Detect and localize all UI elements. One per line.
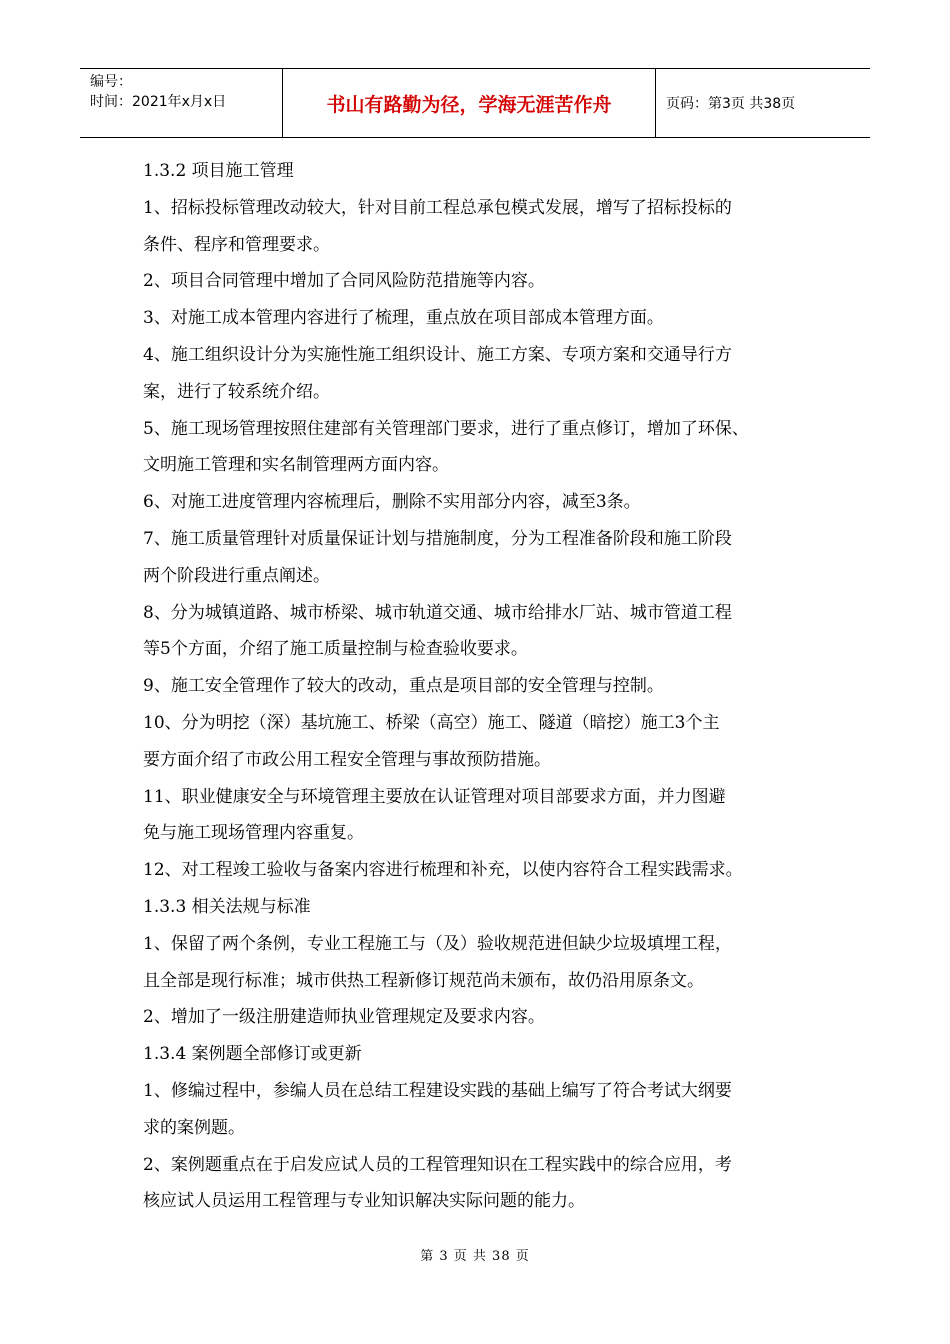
body-line: 6、对施工进度管理内容梳理后，删除不实用部分内容，减至3条。 [143,492,641,513]
body-line: 要方面介绍了市政公用工程安全管理与事故预防措施。 [143,749,551,770]
body-line: 1、招标投标管理改动较大，针对目前工程总承包模式发展，增写了招标投标的 [143,197,732,218]
body-line: 2、项目合同管理中增加了合同风险防范措施等内容。 [143,271,545,292]
body-line: 5、施工现场管理按照住建部有关管理部门要求，进行了重点修订，增加了环保、 [143,418,749,439]
body-line: 1.3.2 项目施工管理 [143,161,294,181]
page-footer: 第 3 页 共 38 页 [420,1249,530,1264]
body-line: 1.3.4 案例题全部修订或更新 [143,1044,362,1065]
body-line: 求的案例题。 [143,1117,245,1138]
document-body [143,153,813,1220]
body-line: 11、职业健康安全与环境管理主要放在认证管理对项目部要求方面，并力图避 [143,786,726,807]
body-line: 1.3.3 相关法规与标准 [143,896,311,917]
body-line: 4、施工组织设计分为实施性施工组织设计、施工方案、专项方案和交通导行方 [143,344,732,365]
body-line: 1、修编过程中，参编人员在总结工程建设实践的基础上编写了符合考试大纲要 [143,1080,732,1101]
body-line: 3、对施工成本管理内容进行了梳理，重点放在项目部成本管理方面。 [143,308,664,329]
body-line: 1、保留了两个条例，专业工程施工与（及）验收规范进但缺少垃圾填埋工程， [143,933,732,954]
page-header [80,68,870,138]
body-line: 8、分为城镇道路、城市桥梁、城市轨道交通、城市给排水厂站、城市管道工程 [143,602,732,623]
body-line: 核应试人员运用工程管理与专业知识解决实际问题的能力。 [143,1191,585,1212]
body-line: 免与施工现场管理内容重复。 [143,823,364,844]
body-line: 2、案例题重点在于启发应试人员的工程管理知识在工程实践中的综合应用，考 [143,1154,732,1175]
body-line: 10、分为明挖（深）基坑施工、桥梁（高空）施工、隧道（暗挖）施工3个主 [143,712,720,733]
body-line: 两个阶段进行重点阐述。 [143,565,330,586]
header-page-info: 页码：第3页 共38页 [666,96,796,112]
body-line: 12、对工程竣工验收与备案内容进行梳理和补充，以使内容符合工程实践需求。 [143,860,743,881]
code-label: 编号： [90,74,132,90]
header-motto: 书山有路勤为径，学海无涯苦作舟 [283,69,656,137]
body-line: 且全部是现行标准；城市供热工程新修订规范尚未颁布，故仍沿用原条文。 [143,970,704,991]
header-meta [80,69,283,137]
time-label: 时间：2021年x月x日 [90,94,227,110]
body-line: 文明施工管理和实名制管理两方面内容。 [143,455,449,476]
body-line: 9、施工安全管理作了较大的改动，重点是项目部的安全管理与控制。 [143,676,664,697]
body-line: 案，进行了较系统介绍。 [143,381,330,402]
body-line: 等5个方面，介绍了施工质量控制与检查验收要求。 [143,639,528,660]
body-line: 2、增加了一级注册建造师执业管理规定及要求内容。 [143,1007,545,1028]
body-line: 7、施工质量管理针对质量保证计划与措施制度，分为工程准备阶段和施工阶段 [143,528,732,549]
body-line: 条件、程序和管理要求。 [143,234,330,255]
